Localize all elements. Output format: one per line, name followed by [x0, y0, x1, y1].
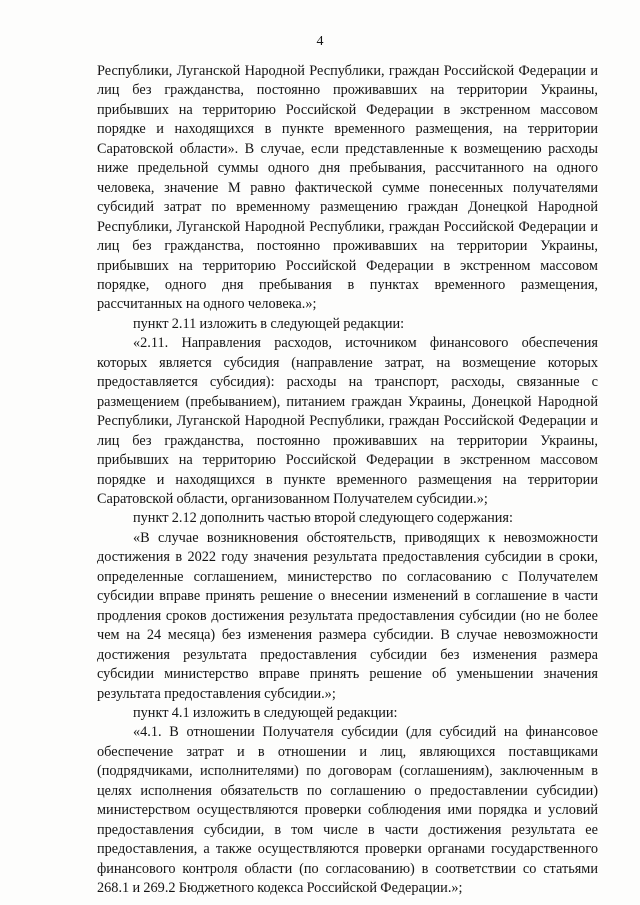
paragraph-clause-2-11: «2.11. Направления расходов, источником финансового обеспечения которых является субсидия (направление затрат, на возмещение которых предоставляется субсидия): расходы на транспорт, расходы, связанные с размещением (пребыванием), питанием граждан Украины, Донецкой Народной Республики, Луганской Народной Республики, граждан Российской Федерации и лиц без гражданства, постоянно проживавших на территории Украины, прибывших на территорию Российской Федерации в экстренном массовом порядке и находящихся в пункте временного размещения на территории Саратовской области, организованном Получателем субсидии.»; [97, 335, 598, 507]
paragraph-instruction-4-1: пункт 4.1 изложить в следующей редакции: [133, 704, 398, 721]
paragraph-instruction-2-11: пункт 2.11 изложить в следующей редакции: [133, 315, 405, 332]
paragraph-clause-4-1: «4.1. В отношении Получателя субсидии (для субсидий на финансовое обеспечение затрат и в отношении и лиц, являющихся поставщиками (подрядчиками, исполнителями) по договорам (соглашениям), заключенным в целях исполнения обязательств по соглашению о предоставлении субсидии) министерством осуществляются проверки соблюдения ими порядка и условий предоставления субсидии, в том числе в части достижения результата ее предоставления, а также осуществляются проверки органами государственного финансового контроля области (по согласованию) в соответствии со статьями 268.1 и 269.2 Бюджетного кодекса Российской Федерации.»; [97, 724, 598, 897]
page-number: 4 [316, 34, 324, 49]
document-body [97, 62, 598, 898]
paragraph-clause-2-12: «В случае возникновения обстоятельств, приводящих к невозможности достижения в 2022 году значения результата предоставления субсидии в сроки, определенные соглашением, министерство по согласованию с Получателем субсидии вправе принять решение о внесении изменений в соглашение в части продления сроков достижения результата предоставления субсидии (но не более чем на 24 месяца) без изменения размера субсидии. В случае невозможности достижения результата предоставления субсидии без изменения размера субсидии министерство вправе принять решение об уменьшении значения результата предоставления субсидии.»; [97, 529, 598, 702]
paragraph-continuation: Республики, Луганской Народной Республики, граждан Российской Федерации и лиц без гражданства, постоянно проживавших на территории Украины, прибывших на территорию Российской Федерации в экстренном массовом порядке и находящихся в пункте временного размещения, на территории Саратовской области». В случае, если представленные к возмещению расходы ниже предельной суммы одного дня пребывания, рассчитанного на одного человека, значение М равно фактической сумме понесенных получателями субсидий затрат по временному размещению граждан Донецкой Народной Республики, Луганской Народной Республики, граждан Российской Федерации и лиц без гражданства, постоянно проживавших на территории Украины, прибывших на территорию Российской Федерации в экстренном массовом порядке, одного дня пребывания в пунктах временного размещения, рассчитанных на одного человека.»; [97, 63, 598, 313]
paragraph-instruction-2-12: пункт 2.12 дополнить частью второй следующего содержания: [133, 510, 513, 527]
